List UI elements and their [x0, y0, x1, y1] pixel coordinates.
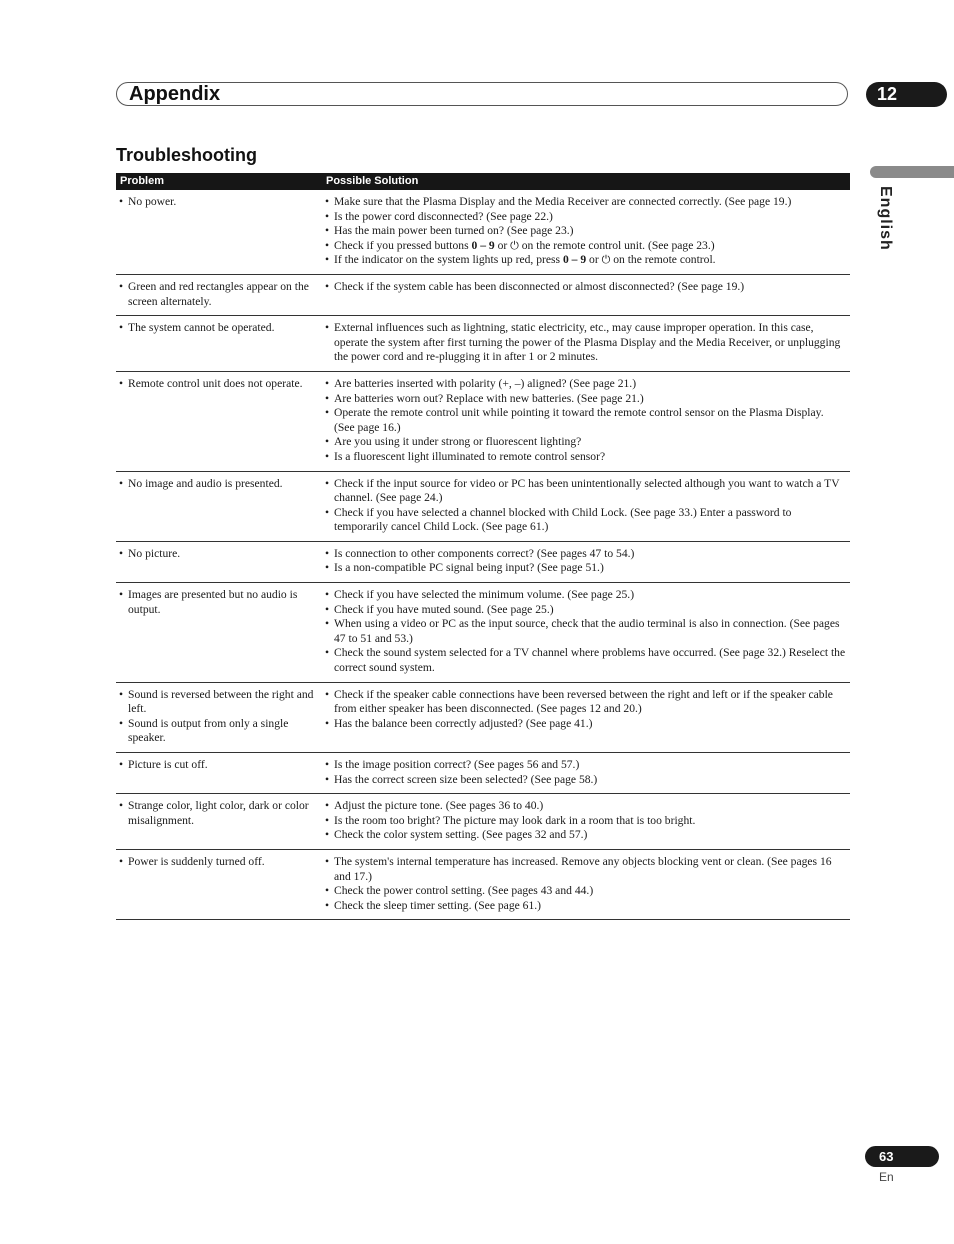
problem-item: • No image and audio is presented.: [119, 477, 319, 492]
button-label: 0 – 9: [562, 253, 587, 267]
solution-cell: [322, 316, 850, 372]
page-number-badge: 63: [865, 1146, 939, 1167]
problem-cell: [116, 471, 322, 541]
table-row: [116, 682, 850, 752]
problem-item: • Green and red rectangles appear on the screen alternately.: [119, 280, 319, 309]
problem-cell: [116, 794, 322, 850]
problem-cell: [116, 316, 322, 372]
solution-item: • Check if you have muted sound. (See page 25.): [325, 603, 847, 618]
power-icon: ⏻: [601, 253, 611, 267]
troubleshooting-table: [116, 173, 850, 920]
table-row: [116, 753, 850, 794]
solution-item: • Check if the system cable has been disconnected or almost disconnected? (See page 19.): [325, 280, 847, 295]
solution-item: • Has the main power been turned on? (See page 23.): [325, 224, 847, 239]
solution-item: • Check the sound system selected for a TV channel where problems have occurred. (See page 32.) Reselect the correct sound system.: [325, 646, 847, 675]
solution-item: • When using a video or PC as the input source, check that the audio terminal is also in connection. (See pages 47 to 51 and 53.): [325, 617, 847, 646]
solution-item: [325, 253, 847, 268]
header-bar: [116, 82, 848, 106]
problem-item: • Strange color, light color, dark or color misalignment.: [119, 799, 319, 828]
solution-item: • Is the image position correct? (See pages 56 and 57.): [325, 758, 847, 773]
table-row: [116, 849, 850, 919]
table-row: [116, 541, 850, 582]
table-row: [116, 471, 850, 541]
problem-item: • Sound is reversed between the right and left.: [119, 688, 319, 717]
solution-cell: [322, 471, 850, 541]
solution-item: • Are batteries worn out? Replace with new batteries. (See page 21.): [325, 392, 847, 407]
solution-item: • Check if the input source for video or PC has been unintentionally selected although you want to watch a TV channel. (See page 24.): [325, 477, 847, 506]
solution-item: • Is the room too bright? The picture may look dark in a room that is too bright.: [325, 814, 847, 829]
problem-cell: [116, 583, 322, 683]
solution-item: • Is a non-compatible PC signal being input? (See page 51.): [325, 561, 847, 576]
solution-item: • Has the correct screen size been selected? (See page 58.): [325, 773, 847, 788]
header-title: Appendix: [129, 83, 221, 105]
solution-cell: [322, 190, 850, 274]
solution-text: on the remote control.: [610, 253, 716, 267]
table-header-row: [116, 173, 850, 190]
table-row: [116, 316, 850, 372]
language-tab-label: English: [877, 186, 894, 251]
solution-item: • Are you using it under strong or fluorescent lighting?: [325, 435, 847, 450]
solution-item: • Are batteries inserted with polarity (+, –) aligned? (See page 21.): [325, 377, 847, 392]
problem-item: • Sound is output from only a single speaker.: [119, 717, 319, 746]
table-row: [116, 274, 850, 315]
solution-item: • Operate the remote control unit while pointing it toward the remote control sensor on the Plasma Display. (See page 16.): [325, 406, 847, 435]
solution-text: on the remote control unit. (See page 23.): [518, 238, 715, 252]
solution-cell: [322, 274, 850, 315]
table-row: [116, 190, 850, 274]
solution-cell: [322, 583, 850, 683]
language-tab-bar: [870, 166, 954, 178]
table-row: [116, 583, 850, 683]
solution-item: • Check the power control setting. (See pages 43 and 44.): [325, 884, 847, 899]
column-header-problem: Problem: [116, 173, 322, 190]
table-row: [116, 794, 850, 850]
solution-cell: [322, 753, 850, 794]
solution-item: • Check if you have selected the minimum volume. (See page 25.): [325, 588, 847, 603]
solution-text: Check if you pressed buttons: [334, 238, 472, 252]
solution-item: • Check if you have selected a channel blocked with Child Lock. (See page 33.) Enter a password to temporarily cancel Child Lock. (See page 61.): [325, 506, 847, 535]
solution-item: [325, 239, 847, 254]
solution-item: • Has the balance been correctly adjusted? (See page 41.): [325, 717, 847, 732]
problem-cell: [116, 541, 322, 582]
solution-cell: [322, 849, 850, 919]
solution-text: If the indicator on the system lights up red, press: [334, 253, 563, 267]
problem-item: • No power.: [119, 195, 319, 210]
solution-item: • Adjust the picture tone. (See pages 36 to 40.): [325, 799, 847, 814]
problem-item: • No picture.: [119, 547, 319, 562]
problem-cell: [116, 371, 322, 471]
solution-item: • Check the sleep timer setting. (See page 61.): [325, 899, 847, 914]
problem-item: • The system cannot be operated.: [119, 321, 319, 336]
button-label: 0 – 9: [471, 238, 495, 252]
solution-item: • Make sure that the Plasma Display and the Media Receiver are connected correctly. (See page 19.): [325, 195, 847, 210]
table-row: [116, 371, 850, 471]
problem-item: • Remote control unit does not operate.: [119, 377, 319, 392]
solution-text: or: [494, 238, 511, 252]
solution-item: • Check if the speaker cable connections have been reversed between the right and left or if the speaker cable from either speaker has been disconnected. (See pages 12 and 20.): [325, 688, 847, 717]
solution-item: • Check the color system setting. (See pages 32 and 57.): [325, 828, 847, 843]
problem-cell: [116, 753, 322, 794]
chapter-badge: 12: [866, 82, 947, 107]
solution-cell: [322, 794, 850, 850]
solution-item: • Is a fluorescent light illuminated to remote control sensor?: [325, 450, 847, 465]
solution-item: • External influences such as lightning, static electricity, etc., may cause improper operation. In this case, operate the system after first turning the power of the Plasma Display and the Media Receiver, or unplugging the power cord and re-plugging it in after 1 or 2 minutes.: [325, 321, 847, 365]
problem-cell: [116, 190, 322, 274]
solution-item: • Is connection to other components correct? (See pages 47 to 54.): [325, 547, 847, 562]
table-body: [116, 190, 850, 920]
solution-item: • Is the power cord disconnected? (See page 22.): [325, 210, 847, 225]
solution-item: • The system's internal temperature has increased. Remove any objects blocking vent or clean. (See pages 16 and 17.): [325, 855, 847, 884]
section-title: Troubleshooting: [116, 145, 257, 165]
solution-cell: [322, 541, 850, 582]
problem-item: • Power is suddenly turned off.: [119, 855, 319, 870]
problem-cell: [116, 274, 322, 315]
problem-item: • Images are presented but no audio is output.: [119, 588, 319, 617]
problem-cell: [116, 682, 322, 752]
problem-cell: [116, 849, 322, 919]
page-language-code: En: [879, 1170, 894, 1184]
problem-item: • Picture is cut off.: [119, 758, 319, 773]
solution-cell: [322, 371, 850, 471]
solution-cell: [322, 682, 850, 752]
power-icon: ⏻: [510, 238, 519, 252]
column-header-solution: Possible Solution: [322, 173, 850, 190]
solution-text: or: [586, 253, 602, 267]
